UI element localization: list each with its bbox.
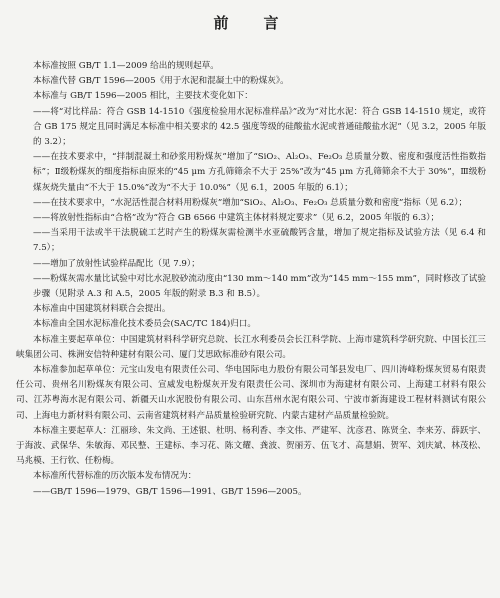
paragraph-proposer: 本标准由中国建筑材料联合会提出。	[33, 304, 171, 315]
list-item-change: ——增加了放射性试验样品配比（见 7.9）；	[33, 258, 200, 269]
list-item-change: ——将“对比样品：符合 GSB 14-1510《强度检验用水泥标准样品》”改为“对比水泥：符合 GSB 14-1510 规定，或符合 GB 175 规定且同时满足本标准中相关要求的 42.5 强度等级的硅酸盐水泥或普通硅酸盐水泥”（见 3.2，2005 年版的 3.2）；	[33, 106, 486, 148]
list-item-change: ——在技术要求中，“水泥活性混合材料用粉煤灰”增加“SiO₂、Al₂O₃、Fe₂O₃ 总质量分数和密度”指标（见 6.2）；	[33, 197, 468, 208]
list-item-history: ——GB/T 1596—1979、GB/T 1596—1991、GB/T 1596—2005。	[33, 486, 307, 497]
paragraph-drafters: 本标准主要起草人：江丽珍、朱文尚、王述银、杜明、杨利香、李文伟、严建军、沈彦君、陈贤全、李来芳、薛跃宇、于海波、武保华、朱敏海、邓民整、王建标、李习花、陈文耀、龚波、贺丽芳、伍飞才、高慧娟、贺军、刘庆斌、林茂松、马兆模、王行钦、任粉梅。	[16, 425, 486, 467]
paragraph-history-intro: 本标准所代替标准的历次版本发布情况为：	[33, 471, 197, 482]
list-item-change: ——当采用干法或半干法脱硫工艺时产生的粉煤灰需检测半水亚硫酸钙含量，增加了规定指标及试验方法（见 6.4 和 7.5）；	[33, 228, 486, 254]
paragraph-drafting-rules: 本标准按照 GB/T 1.1—2009 给出的规则起草。	[33, 61, 219, 71]
paragraph-committee: 本标准由全国水泥标准化技术委员会(SAC/TC 184)归口。	[33, 319, 256, 330]
list-item-change: ——在技术要求中，“拌制混凝土和砂浆用粉煤灰”增加了“SiO₂、Al₂O₃、Fe₂O₃ 总质量分数、密度和强度活性指数指标”；Ⅱ级粉煤灰的细度指标由原来的“45 μm 方孔筛筛余不大于 25%”改为“45 μm 方孔筛筛余不大于 30%”，Ⅲ级粉煤灰烧失量由“不大于 15.0%”改为“不大于 10.0%”（见 6.1，2005 年版的 6.1）；	[33, 152, 486, 193]
paragraph-participating-drafters: 本标准参加起草单位：元宝山发电有限责任公司、华电国际电力股份有限公司邹县发电厂、四川涛峰粉煤灰贸易有限责任公司、贵州名川粉煤灰有限公司、宣威发电粉煤灰开发有限责任公司、深圳市为海建材有限公司、上海建工材料有限公司、江苏粤海水泥有限公司、新疆天山水泥股份有限公司、山东莒州水泥有限公司、宁波市新海建设工程材料测试有限公司、上海电力新材料有限公司、云南省建筑材料产品质量检验研究院、内蒙古建材产品质量检验院。	[16, 365, 486, 421]
paragraph-main-drafters: 本标准主要起草单位：中国建筑材料科学研究总院、长江水利委员会长江科学院、上海市建筑科学研究院、中国长江三峡集团公司、株洲安信特种建材有限公司、厦门艾思欧标准砂有限公司。	[16, 334, 486, 360]
paragraph-changes-intro: 本标准与 GB/T 1596—2005 相比，主要技术变化如下：	[33, 91, 253, 102]
paragraph-replaces: 本标准代替 GB/T 1596—2005《用于水泥和混凝土中的粉煤灰》。	[33, 76, 289, 87]
list-item-change: ——将放射性指标由“合格”改为“符合 GB 6566 中建筑主体材料规定要求”（见 6.2，2005 年版的 6.3）；	[33, 213, 440, 224]
page-title: 前 言	[213, 14, 289, 32]
list-item-change: ——粉煤灰需水量比试验中对比水泥胶砂流动度由“130 mm～140 mm”改为“145 mm～155 mm”，同时修改了试验步骤（见附录 A.3 和 A.5，2005 年版的附录 B.3 和 B.5）。	[33, 273, 486, 300]
